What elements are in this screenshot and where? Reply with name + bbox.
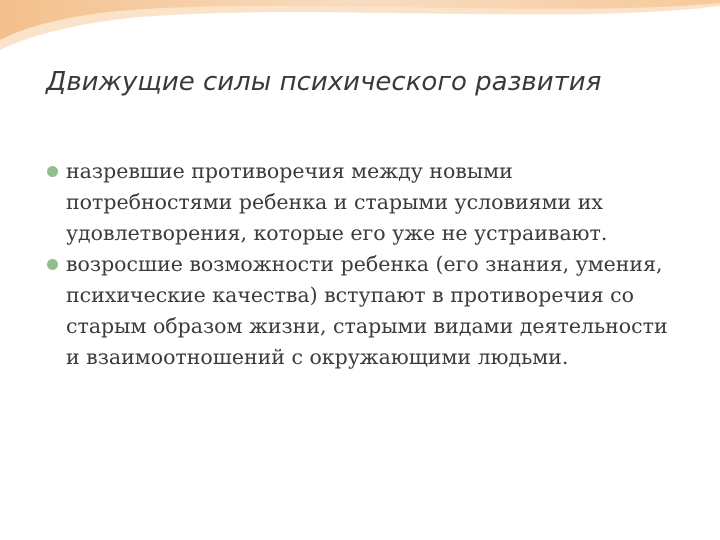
bullet-item bbox=[44, 249, 684, 373]
bullet-list bbox=[44, 156, 684, 373]
bullet-item bbox=[44, 156, 684, 249]
bullet-text: возросшие возможности ребенка (его знания, умения, психические качества) вступают в противоречия со старым образом жизни, старыми видами деятельности и взаимоотношений с окружающими людьми. bbox=[66, 252, 668, 369]
bullet-marker-icon bbox=[47, 259, 58, 270]
bullet-text: назревшие противоречия между новыми потребностями ребенка и старыми условиями их удовлетворения, которые его уже не устраивают. bbox=[66, 159, 608, 245]
slide-title: Движущие силы психического развития bbox=[46, 67, 602, 97]
decorative-wave-banner bbox=[0, 0, 720, 70]
bullet-marker-icon bbox=[47, 166, 58, 177]
